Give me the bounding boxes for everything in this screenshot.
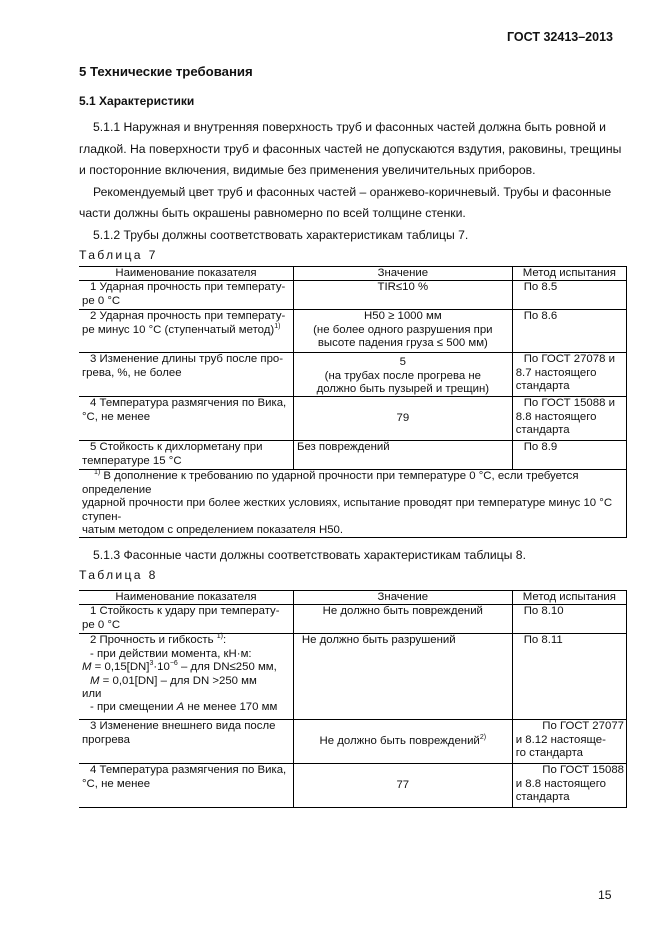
cell-name bbox=[79, 605, 293, 634]
column-header-value: Значение bbox=[293, 591, 512, 605]
text-line: части должны быть окрашены равномерно по всей толщине стенки. bbox=[79, 206, 466, 221]
cell-text: 4 Температура размягчения по Вика, bbox=[90, 397, 287, 410]
cell-method bbox=[512, 605, 626, 634]
formula-exponent: 3 bbox=[149, 660, 154, 668]
cell-text: Не должно быть разрушений bbox=[301, 634, 456, 647]
cell-name bbox=[79, 310, 293, 353]
cell-text: По ГОСТ 15088 и bbox=[523, 397, 615, 410]
footnote-ref: 1) bbox=[216, 633, 223, 641]
cell-value: Без повреждений bbox=[293, 441, 512, 470]
cell-text: По 8.9 bbox=[523, 441, 558, 454]
cell-text: грева, %, не более bbox=[82, 366, 182, 379]
footnote-text: чатым методом с определением показателя H50. bbox=[82, 524, 344, 537]
cell-value: TIR≤10 % bbox=[293, 281, 512, 310]
table-8 bbox=[79, 590, 627, 808]
cell-method bbox=[512, 281, 626, 310]
cell-value bbox=[293, 353, 512, 397]
cell-text: 2 Прочность и гибкость bbox=[90, 634, 217, 647]
column-header-name: Наименование показателя bbox=[79, 591, 293, 605]
cell-method bbox=[512, 634, 626, 720]
cell-text: По ГОСТ 27077 bbox=[542, 720, 624, 733]
cell-name bbox=[79, 720, 293, 764]
cell-text: 8.7 настоящего bbox=[515, 366, 597, 379]
cell-text: температуре 15 °С bbox=[82, 454, 182, 467]
cell-text: По 8.10 bbox=[523, 605, 564, 618]
cell-value: 79 bbox=[293, 397, 512, 441]
formula-text: = 0,15[DN] bbox=[91, 661, 150, 674]
cell-text: По ГОСТ 27078 и bbox=[523, 353, 615, 366]
cell-method bbox=[512, 720, 626, 764]
table-7 bbox=[79, 266, 627, 538]
section-title: 5 Технические требования bbox=[79, 64, 253, 79]
cell-text: 8.8 настоящего bbox=[515, 410, 597, 423]
cell-text: 1 Стойкость к удару при температу- bbox=[90, 605, 280, 618]
cell-method bbox=[512, 764, 626, 808]
cell-name bbox=[79, 441, 293, 470]
column-header-value: Значение bbox=[293, 267, 512, 281]
paragraph-5-1-3 bbox=[79, 545, 639, 567]
formula-text: ·10 bbox=[153, 661, 170, 674]
cell-text: ре 0 °С bbox=[82, 618, 121, 631]
footnote-text: ударной прочности при более жестких условиях, испытание проводят при температуре минус 10 °С ступен- bbox=[82, 497, 613, 523]
cell-text: должно быть пузырей и трещин) bbox=[316, 383, 490, 395]
footnote-text: В дополнение к требованию по ударной прочности при температуре 0 °С, если требуется определение bbox=[82, 470, 579, 496]
table-row bbox=[79, 310, 627, 353]
cell-text: ре минус 10 °С (ступенчатый метод) bbox=[82, 323, 275, 336]
cell-text: По 8.11 bbox=[523, 634, 563, 647]
cell-text: 1 Ударная прочность при температу- bbox=[90, 281, 286, 294]
column-header-method: Метод испытания bbox=[512, 591, 626, 605]
cell-text: По ГОСТ 15088 bbox=[542, 764, 624, 777]
cell-name bbox=[79, 281, 293, 310]
cell-value bbox=[293, 634, 512, 720]
table-header-row bbox=[79, 591, 627, 605]
cell-text: прогрева bbox=[82, 733, 130, 746]
paragraph-5-1-2: 5.1.2 Трубы должны соответствовать характеристикам таблицы 7. bbox=[93, 227, 469, 242]
paragraph-5-1-1 bbox=[79, 117, 639, 247]
table-row bbox=[79, 281, 627, 310]
cell-text: стандарта bbox=[515, 380, 570, 393]
cell-text: стандарта bbox=[515, 424, 570, 437]
footnote-ref: 1) bbox=[274, 322, 281, 330]
cell-text: или bbox=[82, 688, 102, 701]
cell-text: ре 0 °С bbox=[82, 294, 121, 307]
formula-exponent: −6 bbox=[169, 660, 178, 668]
formula-variable: M bbox=[82, 661, 92, 674]
cell-text: и 8.8 настоящего bbox=[515, 777, 606, 790]
footnote-mark: 1) bbox=[94, 469, 101, 477]
cell-text: H50 ≥ 1000 мм bbox=[364, 310, 442, 323]
cell-text: 3 Изменение длины труб после про- bbox=[90, 353, 284, 366]
cell-value bbox=[293, 720, 512, 764]
cell-text: 4 Температура размягчения по Вика, bbox=[90, 764, 287, 777]
cell-method bbox=[512, 310, 626, 353]
cell-text: и 8.12 настояще- bbox=[515, 733, 606, 746]
formula-variable: M bbox=[90, 674, 100, 687]
cell-method bbox=[512, 353, 626, 397]
cell-text: : bbox=[222, 634, 227, 647]
cell-name bbox=[79, 764, 293, 808]
cell-text: 2 Ударная прочность при температу- bbox=[90, 310, 286, 323]
column-header-name: Наименование показателя bbox=[79, 267, 293, 281]
cell-method bbox=[512, 397, 626, 441]
table-8-caption: Таблица 8 bbox=[79, 568, 158, 582]
cell-name bbox=[79, 397, 293, 441]
cell-name bbox=[79, 353, 293, 397]
cell-value: 77 bbox=[293, 764, 512, 808]
table-header-row bbox=[79, 267, 627, 281]
cell-text: 3 Изменение внешнего вида после bbox=[90, 720, 276, 733]
table-row bbox=[79, 353, 627, 397]
subsection-title: 5.1 Характеристики bbox=[79, 94, 195, 108]
document-standard-number: ГОСТ 32413–2013 bbox=[507, 30, 613, 44]
table-7-caption: Таблица 7 bbox=[79, 248, 158, 262]
page-number: 15 bbox=[598, 888, 612, 902]
cell-method bbox=[512, 441, 626, 470]
table-row bbox=[79, 441, 627, 470]
table-footnote bbox=[79, 470, 627, 538]
cell-text: 5 bbox=[399, 356, 407, 369]
cell-name bbox=[79, 634, 293, 720]
cell-text: (не более одного разрушения при bbox=[313, 323, 493, 336]
cell-text: - при смещении bbox=[90, 701, 177, 714]
table-row bbox=[79, 397, 627, 441]
table-row bbox=[79, 605, 627, 634]
table-row bbox=[79, 634, 627, 720]
footnote-ref: 2) bbox=[479, 734, 487, 742]
cell-text: Не должно быть повреждений bbox=[319, 735, 480, 748]
table-footnote-row bbox=[79, 470, 627, 538]
text-line: гладкой. На поверхности труб и фасонных частей не допускаются вздутия, раковины, трещины bbox=[79, 141, 622, 156]
cell-text: (на трубах после прогрева не bbox=[324, 369, 482, 382]
text-line: 5.1.1 Наружная и внутренняя поверхность труб и фасонных частей должна быть ровной и bbox=[93, 120, 606, 134]
cell-value bbox=[293, 310, 512, 353]
formula-variable: A bbox=[176, 701, 185, 714]
cell-text: 5 Стойкость к дихлорметану при bbox=[90, 441, 263, 454]
column-header-method: Метод испытания bbox=[512, 267, 626, 281]
cell-text: °С, не менее bbox=[82, 777, 151, 790]
cell-text: - при действии момента, кН·м: bbox=[90, 647, 252, 660]
cell-text: °С, не менее bbox=[82, 410, 151, 423]
cell-text: не менее 170 мм bbox=[184, 701, 278, 714]
cell-value: Не должно быть повреждений bbox=[293, 605, 512, 634]
cell-text: По 8.6 bbox=[523, 310, 558, 323]
table-row bbox=[79, 764, 627, 808]
cell-text: го стандарта bbox=[515, 747, 584, 760]
table-row bbox=[79, 720, 627, 764]
text-line: 5.1.3 Фасонные части должны соответствовать характеристикам таблицы 8. bbox=[93, 548, 526, 562]
formula-text: = 0,01[DN] – для DN >250 мм bbox=[99, 674, 257, 687]
text-line: Рекомендуемый цвет труб и фасонных частей – оранжево-коричневый. Трубы и фасонные bbox=[93, 184, 612, 199]
formula-text: – для DN≤250 мм, bbox=[177, 661, 277, 674]
text-line: и посторонние включения, видимые без применения увеличительных приборов. bbox=[79, 163, 536, 178]
cell-text: стандарта bbox=[515, 791, 570, 804]
cell-text: По 8.5 bbox=[523, 281, 558, 294]
cell-text: высоте падения груза ≤ 500 мм) bbox=[317, 337, 488, 350]
